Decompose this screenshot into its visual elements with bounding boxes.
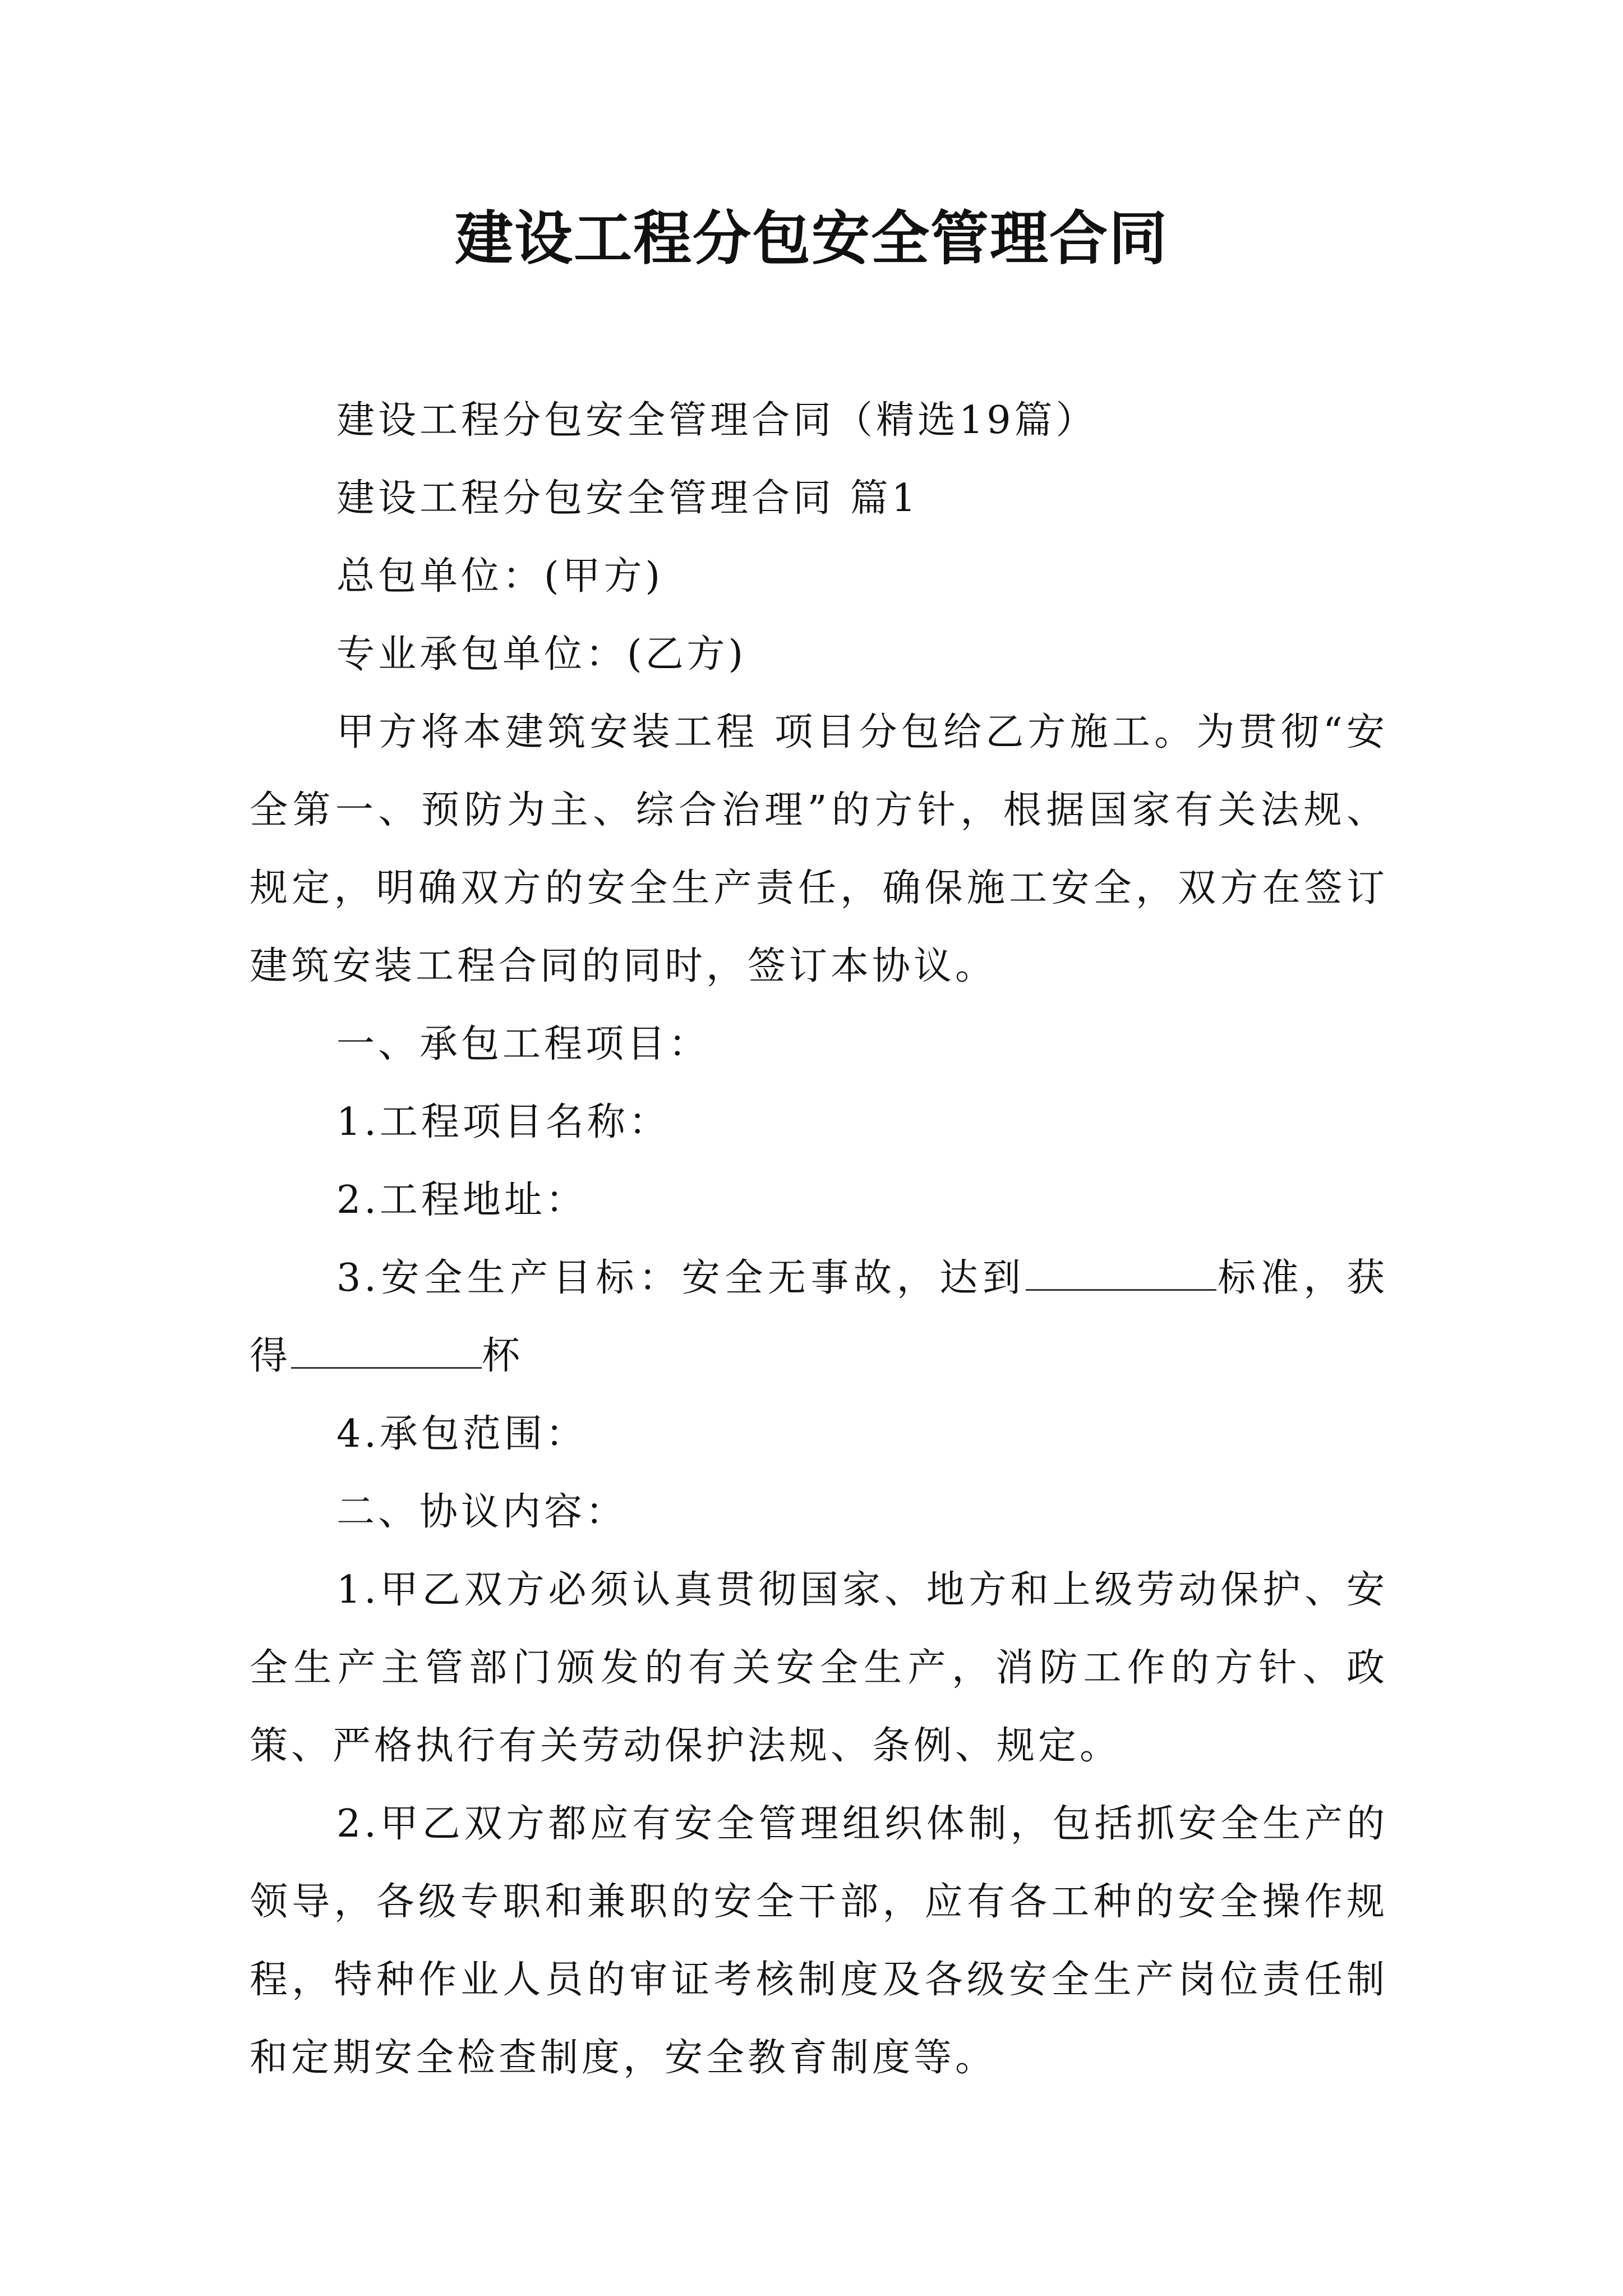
safety-target-text-3: 杯 <box>482 1334 524 1378</box>
item-safety-target <box>250 1239 1388 1395</box>
document-subtitle: 建设工程分包安全管理合同（精选19篇） <box>336 398 1098 443</box>
item-project-address: 2.工程地址： <box>336 1178 587 1222</box>
clause-2: 2.甲乙双方都应有安全管理组织体制，包括抓安全生产的领导，各级专职和兼职的安全干部，应有各工种的安全操作规程，特种作业人员的审证考核制度及各级安全生产岗位责任制和定期安全检查制度，安全教育制度等。 <box>250 1802 1388 2080</box>
safety-target-text-1: 3.安全生产目标：安全无事故，达到 <box>336 1256 1026 1300</box>
item-project-name: 1.工程项目名称： <box>336 1100 670 1144</box>
section2-heading: 二、协议内容： <box>336 1490 628 1534</box>
document-body <box>250 381 1388 2097</box>
clause-1: 1.甲乙双方必须认真贯彻国家、地方和上级劳动保护、安全生产主管部门颁发的有关安全生产，消防工作的方针、政策、严格执行有关劳动保护法规、条例、规定。 <box>250 1568 1388 1768</box>
intro-paragraph: 甲方将本建筑安装工程 项目分包给乙方施工。为贯彻“安全第一、预防为主、综合治理”的方针，根据国家有关法规、规定，明确双方的安全生产责任，确保施工安全，双方在签订建筑安装工程合同的同时，签订本协议。 <box>250 710 1388 988</box>
document-title: 建设工程分包安全管理合同 <box>454 204 1168 273</box>
party-a-line: 总包单位：(甲方) <box>336 554 664 599</box>
safety-target-text-2: 标准，获得 <box>250 1256 1388 1378</box>
blank-standard-line <box>1026 1250 1216 1291</box>
party-b-line: 专业承包单位：(乙方) <box>336 632 747 677</box>
section1-heading: 一、承包工程项目： <box>336 1022 711 1066</box>
section-heading: 建设工程分包安全管理合同 篇1 <box>336 476 919 521</box>
item-contract-scope: 4.承包范围： <box>336 1412 587 1456</box>
blank-cup-line <box>291 1328 482 1369</box>
